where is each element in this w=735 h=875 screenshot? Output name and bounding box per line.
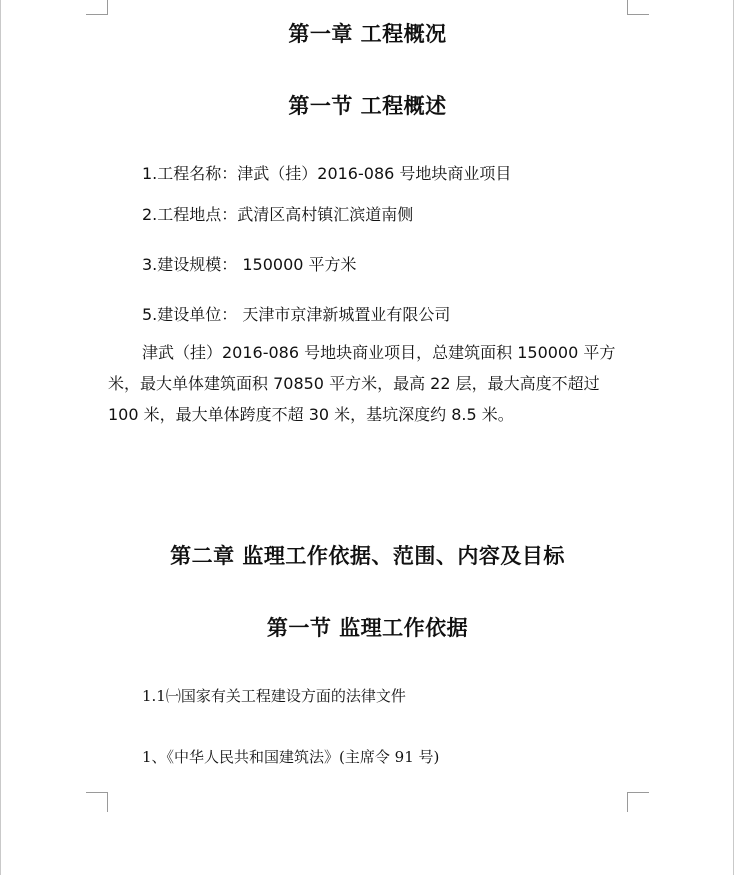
project-location-item: 2.工程地点：武清区高村镇汇滨道南侧 [142, 205, 414, 224]
chapter-1-title: 第一章 工程概况 [288, 22, 447, 46]
page-right-edge [733, 0, 734, 875]
paragraph-line: 津武（挂）2016-086 号地块商业项目，总建筑面积 150000 平方 [142, 343, 616, 362]
construction-law-item: 1、《中华人民共和国建筑法》(主席令 91 号) [142, 748, 440, 766]
construction-unit-item: 5.建设单位： 天津市京津新城置业有限公司 [142, 305, 451, 324]
project-scale-item: 3.建设规模： 150000 平方米 [142, 255, 357, 274]
project-description-paragraph [108, 337, 628, 430]
chapter-1-section-1-title: 第一节 工程概述 [288, 94, 447, 118]
legal-documents-heading: 1.1㈠国家有关工程建设方面的法律文件 [142, 687, 406, 705]
chapter-2-title: 第二章 监理工作依据、范围、内容及目标 [170, 544, 565, 568]
project-name-item: 1.工程名称：津武（挂）2016-086 号地块商业项目 [142, 164, 512, 183]
page-left-edge [0, 0, 1, 875]
paragraph-line: 100 米，最大单体跨度不超 30 米，基坑深度约 8.5 米。 [108, 405, 514, 424]
chapter-2-section-1-title: 第一节 监理工作依据 [266, 616, 469, 640]
paragraph-line: 米，最大单体建筑面积 70850 平方米，最高 22 层，最大高度不超过 [108, 374, 600, 393]
